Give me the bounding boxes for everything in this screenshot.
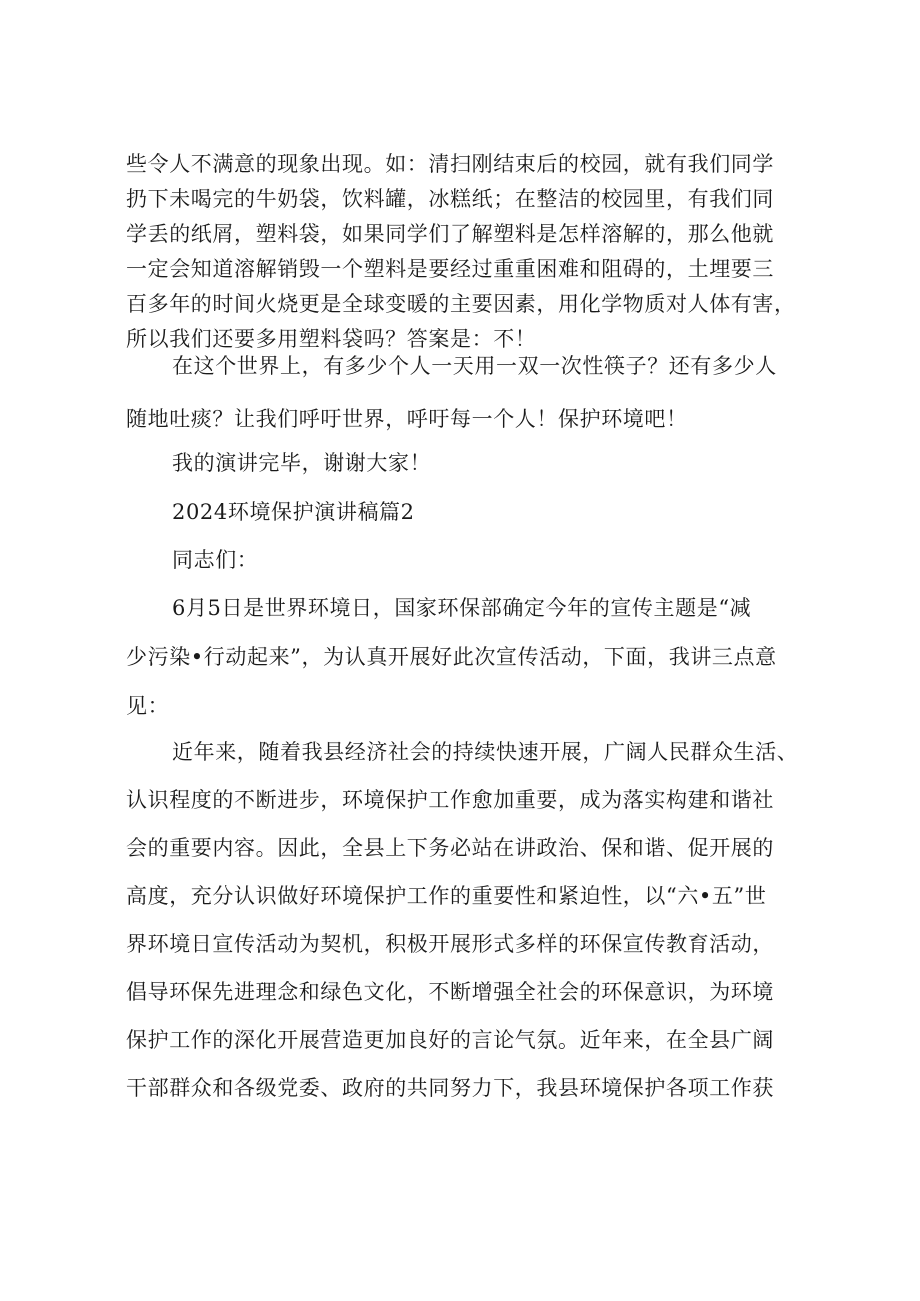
salutation: [126, 550, 820, 571]
text-line: 高度，充分认识做好环境保护工作的重要性和紧迫性，以“六•五”世: [126, 884, 767, 908]
text-line: 所以我们还要多用塑料袋吗？答案是：不！: [126, 327, 537, 351]
text-line: 学丢的纸屑，塑料袋，如果同学们了解塑料是怎样溶解的，那么他就: [126, 222, 774, 246]
text-line: 在这个世界上，有多少个人一天用一双一次性筷子？还有多少人: [172, 354, 777, 378]
text-line: 界环境日宣传活动为契机，积极开展形式多样的环保宣传教育活动，: [126, 932, 774, 956]
text-line: 会的重要内容。因此，全县上下务必站在讲政治、保和谐、促开展的: [126, 836, 774, 860]
text-line: 一定会知道溶解销毁一个塑料是要经过重重困难和阻碍的，土埋要三: [126, 257, 774, 281]
section-heading: [126, 502, 820, 523]
heading-line: 2024环境保护演讲稿篇2: [172, 500, 415, 524]
text-line: 随地吐痰？让我们呼吁世界，呼吁每一个人！保护环境吧！: [126, 407, 688, 431]
text-line: 倡导环保先进理念和绿色文化，不断增强全社会的环保意识，为环境: [126, 980, 774, 1004]
paragraph-4: [126, 598, 820, 717]
text-line: 认识程度的不断进步，环境保护工作愈加重要，成为落实构建和谐社: [126, 788, 774, 812]
text-line: 见：: [126, 694, 170, 718]
paragraph-5: [126, 742, 820, 1099]
text-line: 近年来，随着我县经济社会的持续快速开展，广阔人民群众生活、: [172, 740, 799, 764]
text-line: 6月5日是世界环境日，国家环保部确定今年的宣传主题是“减: [172, 596, 752, 620]
text-line: 我的演讲完毕，谢谢大家！: [172, 451, 432, 475]
text-line: 百多年的时间火烧更是全球变暖的主要因素，用化学物质对人体有害，: [126, 292, 796, 316]
text-line: 扔下未喝完的牛奶袋，饮料罐，冰糕纸；在整洁的校园里，有我们同: [126, 187, 774, 211]
text-line: 同志们：: [172, 548, 259, 572]
closing-line: [126, 453, 820, 474]
paragraph-2: [126, 356, 820, 430]
text-line: 些令人不满意的现象出现。如：清扫刚结束后的校园，就有我们同学: [126, 152, 774, 176]
text-line: 干部群众和各级党委、政府的共同努力下，我县环境保护各项工作获: [126, 1076, 774, 1100]
text-line: 少污染•行动起来”，为认真开展好此次宣传活动，下面，我讲三点意: [126, 645, 777, 669]
text-line: 保护工作的深化开展营造更加良好的言论气氛。近年来，在全县广阔: [126, 1028, 774, 1052]
paragraph-1: [126, 154, 820, 350]
